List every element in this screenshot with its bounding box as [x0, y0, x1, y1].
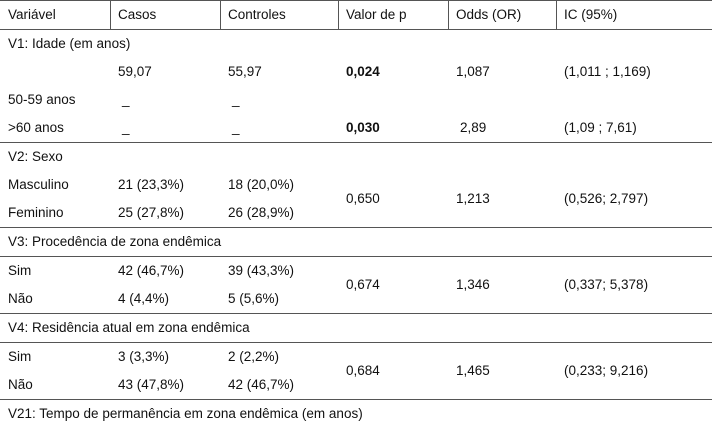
section-title-row — [0, 227, 712, 256]
header-valor-p: Valor de p — [346, 7, 407, 22]
v4-nao-label: Não — [8, 377, 33, 392]
v2-feminino-controles: 26 (28,9%) — [228, 205, 295, 220]
section-title-v3: V3: Procedência de zona endêmica — [8, 234, 222, 249]
v2-masculino-casos: 21 (23,3%) — [118, 177, 185, 192]
v4-sim-label: Sim — [8, 349, 32, 364]
v1-60-controles: _ — [232, 120, 240, 135]
v2-odds: 1,213 — [456, 191, 490, 206]
v4-nao-controles: 42 (46,7%) — [228, 377, 295, 392]
header-controles: Controles — [228, 7, 286, 22]
section-title-v1: V1: Idade (em anos) — [8, 36, 131, 51]
v1-60-casos: _ — [122, 120, 130, 135]
v2-masculino-controles: 18 (20,0%) — [228, 177, 295, 192]
header-ic: IC (95%) — [564, 7, 618, 22]
v1-controles-mean: 55,97 — [228, 64, 262, 79]
v1-casos-mean: 59,07 — [118, 64, 152, 79]
v2-masculino-label: Masculino — [8, 177, 69, 192]
v1-50-59-controles: _ — [232, 92, 240, 107]
v1-60-p-value: 0,030 — [346, 120, 380, 135]
v3-ic: (0,337; 5,378) — [564, 277, 649, 292]
header-variavel: Variável — [8, 7, 56, 22]
v3-p-value: 0,674 — [346, 277, 380, 292]
table-row — [0, 58, 712, 86]
v2-feminino-casos: 25 (27,8%) — [118, 205, 185, 220]
v1-50-59-label: 50-59 anos — [8, 92, 76, 107]
v2-ic: (0,526; 2,797) — [564, 191, 649, 206]
v2-feminino-label: Feminino — [8, 205, 64, 220]
v1-60-ic: (1,09 ; 7,61) — [564, 120, 637, 135]
v4-nao-casos: 43 (47,8%) — [118, 377, 185, 392]
section-title-v2: V2: Sexo — [8, 149, 63, 164]
v3-nao-controles: 5 (5,6%) — [228, 291, 280, 306]
v4-p-value: 0,684 — [346, 363, 380, 378]
table-row-group — [0, 342, 712, 399]
v4-sim-casos: 3 (3,3%) — [118, 349, 170, 364]
v3-sim-controles: 39 (43,3%) — [228, 263, 295, 278]
table-row-group — [0, 171, 712, 227]
v1-60-label: >60 anos — [8, 120, 64, 135]
section-title-row — [0, 142, 712, 171]
section-title-row — [0, 313, 712, 342]
table-row — [0, 86, 712, 114]
table-header-row — [0, 0, 712, 30]
section-title-v4: V4: Residência atual em zona endêmica — [8, 320, 250, 335]
v3-nao-label: Não — [8, 291, 33, 306]
table-row — [0, 114, 712, 142]
v3-odds: 1,346 — [456, 277, 490, 292]
section-title-v21: V21: Tempo de permanência em zona endêmica (em anos) — [8, 406, 363, 421]
v3-sim-label: Sim — [8, 263, 32, 278]
v1-odds: 1,087 — [456, 64, 490, 79]
v2-p-value: 0,650 — [346, 191, 380, 206]
section-title-row — [0, 399, 712, 428]
section-title-row — [0, 30, 712, 58]
v3-nao-casos: 4 (4,4%) — [118, 291, 170, 306]
v4-ic: (0,233; 9,216) — [564, 363, 649, 378]
v4-sim-controles: 2 (2,2%) — [228, 349, 280, 364]
table-row-group — [0, 256, 712, 313]
v1-ic: (1,011 ; 1,169) — [564, 64, 651, 79]
v1-50-59-casos: _ — [122, 92, 130, 107]
header-odds: Odds (OR) — [456, 7, 522, 22]
v1-p-value: 0,024 — [346, 64, 380, 79]
header-casos: Casos — [118, 7, 157, 22]
v1-60-odds: 2,89 — [460, 120, 487, 135]
v3-sim-casos: 42 (46,7%) — [118, 263, 185, 278]
v4-odds: 1,465 — [456, 363, 490, 378]
